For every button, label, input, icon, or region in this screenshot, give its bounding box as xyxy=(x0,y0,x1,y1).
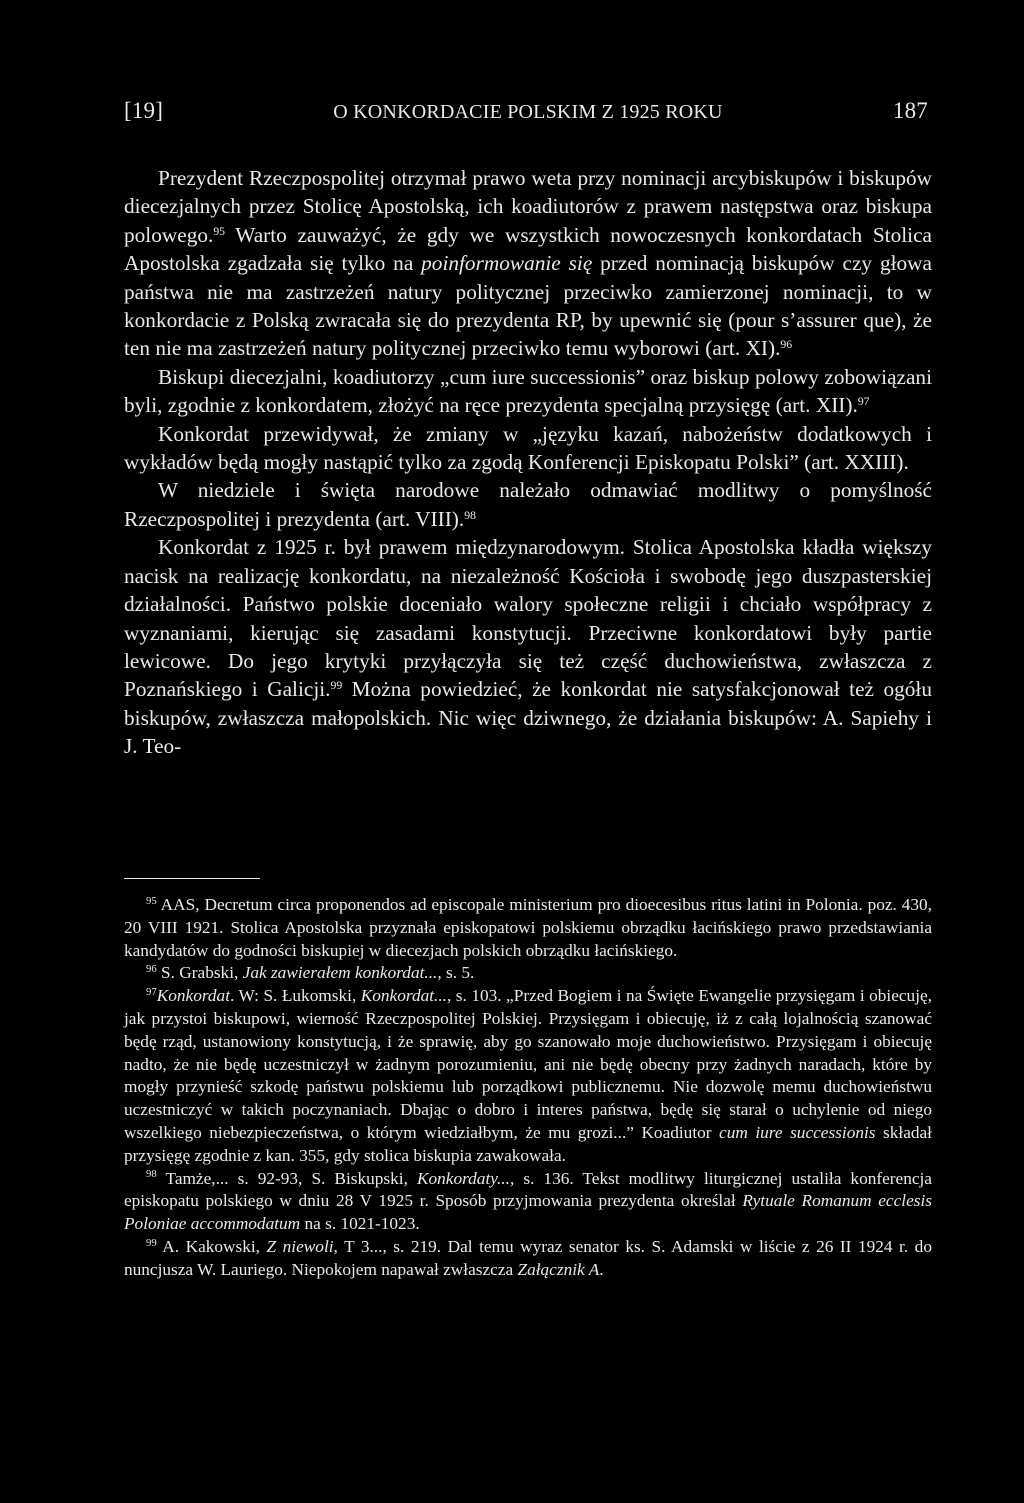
paragraph-4-text: W niedziele i święta narodowe należało odmawiać modlitwy o pomyślność Rzeczpospolitej i prezydenta (art. VIII). xyxy=(124,478,932,531)
footnote-ref-95[interactable]: 95 xyxy=(213,224,226,238)
footnote-italic: Konkordat xyxy=(156,986,231,1006)
paragraph-5-text-a: Konkordat z 1925 r. był prawem międzynarodowym. Stolica Apostolska kładła większy nacisk na realizację konkordatu, na niezależność Kościoła i swobodę jego duszpasterskiej działalności. Państwo polskie doceniało walory społeczne religii i chciało współpracy z wyznaniami, kierując się zasadami konstytucji. Przeciwne konkordatowi były partie lewicowe. Do jego krytyki przyłączyła się też część duchowieństwa, zwłaszcza z Poznańskiego i Galicji. xyxy=(124,535,932,702)
footnote-number: 96 xyxy=(146,962,157,975)
footnote-ref-96[interactable]: 96 xyxy=(780,338,793,352)
footnote-99 xyxy=(124,1236,932,1282)
paragraph-1-italic: poinformowanie się xyxy=(421,251,593,276)
footnote-ref-98[interactable]: 98 xyxy=(464,508,476,522)
paragraph-5-text-b: Można powiedzieć, że konkordat nie satysfakcjonował też ogółu biskupów, zwłaszcza małopolskich. Nic więc dziwnego, że działania biskupów: A. Sapiehy i J. Teo- xyxy=(124,677,932,759)
footnote-text: , s. 5. xyxy=(437,963,475,983)
footnote-text: , T 3..., s. 219. Dal temu wyraz senator ks. S. Adamski w liście z 26 II 1924 r. do nuncjusza W. Lauriego. Niepokojem napawał zwłaszcza xyxy=(124,1236,932,1279)
footnote-text: , s. 136. Tekst modlitwy liturgicznej ustaliła konferencja episkopatu polskiego w dniu 28 V 1925 r. Sposób przyjmowania prezydenta określał xyxy=(124,1168,932,1211)
footnote-text: na s. 1021-1023. xyxy=(300,1214,420,1234)
paragraph-1-text-c: przed nominacją biskupów czy głowa państwa nie ma zastrzeżeń natury politycznej przeciwko zamierzonej nominacji, to w konkordacie z Polską zwracała się do prezydenta RP, by upewnić się (pour s’assurer que), że ten nie ma zastrzeżeń natury politycznej przeciwko temu wyborowi (art. XI). xyxy=(124,251,932,361)
running-header xyxy=(124,98,932,134)
paragraph-1 xyxy=(124,164,932,363)
footnote-ref-97[interactable]: 97 xyxy=(857,395,870,409)
footnote-text: . W: S. Łukomski, xyxy=(230,986,361,1006)
footnote-98 xyxy=(124,1168,932,1236)
footnote-italic: cum iure successionis xyxy=(719,1122,876,1142)
footnote-italic: Z niewoli xyxy=(266,1236,334,1256)
footnote-text: S. Grabski, xyxy=(156,963,243,983)
footnote-italic: Konkordat... xyxy=(360,986,447,1006)
footnote-96 xyxy=(124,962,932,985)
footnote-text: , s. 103. „Przed Bogiem i na Święte Ewangelie przysięgam i obiecuję, jak przystoi biskupowi, wierność Rzeczpospolitej Polskiej. Przysięgam i obiecuję, iż z całą lojalnością szanować będę rząd, ustanowiony konstytucją, i że sprawię, aby go szanowało moje duchowieństwo. Przysięgam i obiecuję nadto, że nie będę uczestniczył w żadnym porozumieniu, ani nie będę obecny przy żadnych naradach, które by mogły przynieść szkodę państwu polskiemu lub porządkowi publicznemu. Nie dozwolę memu duchowieństwu uczestniczyć w takich poczynaniach. Dbając o dobro i interes państwa, będę się starał o uchylenie od niego wszelkiego niebezpieczeństwa, o którym wiedziałbym, że mu grozi...” Koadiutor xyxy=(124,986,932,1142)
footnote-text: . xyxy=(599,1259,604,1279)
paragraph-1-text-b: Warto zauważyć, że gdy we wszystkich nowoczesnych konkordatach Stolica Apostolska zgadzała się tylko na xyxy=(124,222,932,276)
footnote-97 xyxy=(124,985,932,1167)
footnote-text: A. Kakowski, xyxy=(156,1236,267,1256)
footnote-italic: Rytuale Romanum ecclesis Poloniae accommodatum xyxy=(124,1191,932,1234)
footnote-italic: Konkordaty... xyxy=(416,1168,510,1188)
footnote-text: AAS, Decretum circa proponendos ad episcopale ministerium pro dioecesibus ritus latini in Polonia. poz. 430, 20 VIII 1921. Stolica Apostolska przyznała episkopatowi polskiemu obrządku łacińskiego prawo przedstawiania kandydatów do godności biskupiej w diecezjach polskich obrządku łacińskiego. xyxy=(124,895,932,960)
footnote-text: składał przysięgę zgodnie z kan. 355, gdy stolica biskupia zawakowała. xyxy=(124,1122,932,1165)
paragraph-4 xyxy=(124,476,932,533)
footnote-italic: Załącznik A xyxy=(517,1259,600,1279)
paragraph-2-text: Biskupi diecezjalni, koadiutorzy „cum iure successionis” oraz biskup polowy zobowiązani byli, zgodnie z konkordatem, złożyć na ręce prezydenta specjalną przysięgę (art. XII). xyxy=(124,364,932,418)
footnote-number: 95 xyxy=(146,894,157,907)
paragraph-2 xyxy=(124,363,932,420)
footnote-number: 97 xyxy=(146,985,157,998)
paragraph-5 xyxy=(124,533,932,760)
footnote-number: 98 xyxy=(146,1168,157,1181)
footnote-italic: Jak zawierałem konkordat... xyxy=(242,963,438,983)
page-reference: [19] xyxy=(124,98,164,123)
running-title: O KONKORDACIE POLSKIM Z 1925 ROKU xyxy=(333,101,723,123)
paragraph-3: Konkordat przewidywał, że zmiany w „języku kazań, nabożeństw dodatkowych i wykładów będą mogły nastąpić tylko za zgodą Konferencji Episkopatu Polski” (art. XXIII). xyxy=(124,421,932,475)
page-number: 187 xyxy=(892,98,928,123)
paragraph-1-text-a: Prezydent Rzeczpospolitej otrzymał prawo weta przy nominacji arcybiskupów i biskupów diecezjalnych przez Stolicę Apostolską, ich koadiutorów z prawem następstwa oraz biskupa polowego. xyxy=(124,166,932,247)
footnote-divider xyxy=(124,878,260,879)
footnote-number: 99 xyxy=(146,1236,157,1249)
main-text xyxy=(124,164,932,761)
footnote-text: Tamże,... s. 92-93, S. Biskupski, xyxy=(156,1168,417,1188)
footnotes xyxy=(124,894,932,1282)
footnote-ref-99[interactable]: 99 xyxy=(330,679,343,693)
footnote-95 xyxy=(124,894,932,962)
